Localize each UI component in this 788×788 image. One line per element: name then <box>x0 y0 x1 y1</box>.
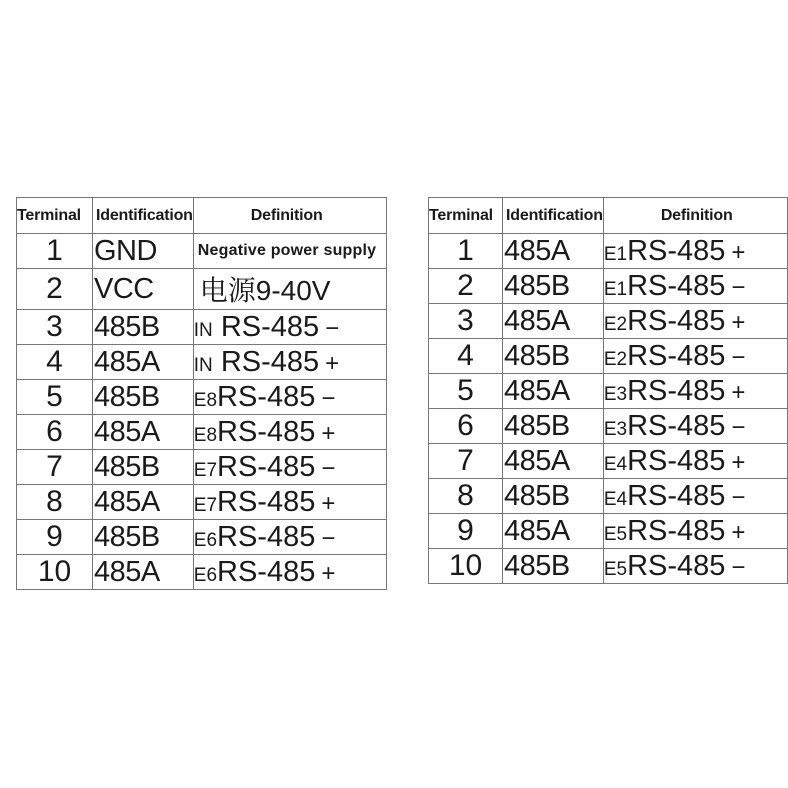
terminal-cell: 4 <box>17 345 93 380</box>
definition-cell <box>193 555 386 590</box>
table-row <box>429 234 788 269</box>
identification-cell: 485A <box>503 514 604 549</box>
protocol-label: RS-485 <box>627 374 726 407</box>
identification-cell: 485B <box>93 310 194 345</box>
definition-cell <box>193 520 386 555</box>
port-label: E1 <box>603 243 628 265</box>
protocol-label: RS-485 <box>627 269 726 302</box>
terminal-cell: 6 <box>429 409 503 444</box>
polarity-sign: + <box>325 349 340 377</box>
polarity-sign: + <box>731 308 746 336</box>
definition-text: 电源9-40V <box>199 275 331 306</box>
table-row <box>17 555 387 590</box>
definition-cell <box>603 444 787 479</box>
protocol-label: RS-485 <box>627 549 726 582</box>
polarity-sign: + <box>731 378 746 406</box>
terminal-cell: 10 <box>17 555 93 590</box>
terminal-cell: 8 <box>429 479 503 514</box>
polarity-sign: − <box>731 553 746 581</box>
table-row <box>17 234 387 269</box>
polarity-sign: − <box>321 524 336 552</box>
protocol-label: RS-485 <box>627 234 726 267</box>
identification-cell: 485B <box>503 339 604 374</box>
terminal-cell: 2 <box>429 269 503 304</box>
table-row <box>17 415 387 450</box>
table-row <box>17 485 387 520</box>
definition-cell <box>603 479 787 514</box>
terminal-cell: 8 <box>17 485 93 520</box>
polarity-sign: − <box>731 273 746 301</box>
terminal-cell: 5 <box>429 374 503 409</box>
polarity-sign: − <box>325 314 340 342</box>
protocol-label: RS-485 <box>220 345 320 378</box>
port-label: E5 <box>603 523 628 545</box>
identification-cell: 485A <box>503 234 604 269</box>
polarity-sign: − <box>731 413 746 441</box>
protocol-label: RS-485 <box>217 380 316 413</box>
definition-cell <box>603 549 787 584</box>
definition-cell <box>193 234 386 269</box>
definition-cell <box>193 310 386 345</box>
table-row <box>17 520 387 555</box>
definition-cell <box>603 514 787 549</box>
port-label: E1 <box>603 278 628 300</box>
header-definition: Definition <box>193 198 386 234</box>
table-row <box>17 380 387 415</box>
port-label: E3 <box>603 383 628 405</box>
terminal-cell: 1 <box>17 234 93 269</box>
table-row <box>429 374 788 409</box>
identification-cell: 485A <box>93 345 194 380</box>
protocol-label: RS-485 <box>220 310 320 343</box>
protocol-label: RS-485 <box>217 555 316 588</box>
identification-cell: 485B <box>503 269 604 304</box>
header-identification: Identification <box>93 198 194 234</box>
protocol-label: RS-485 <box>627 339 726 372</box>
port-label: E2 <box>603 348 628 370</box>
identification-cell: 485B <box>503 479 604 514</box>
definition-cell <box>603 409 787 444</box>
identification-cell: 485A <box>503 374 604 409</box>
identification-cell: 485A <box>503 444 604 479</box>
table-row <box>429 479 788 514</box>
header-definition: Definition <box>603 198 787 234</box>
identification-cell: 485A <box>93 485 194 520</box>
right-table-body <box>429 198 788 584</box>
terminal-cell: 9 <box>429 514 503 549</box>
right-terminal-table <box>428 197 788 584</box>
definition-cell <box>193 450 386 485</box>
port-label: E8 <box>193 389 218 411</box>
identification-cell: 485A <box>93 415 194 450</box>
protocol-label: RS-485 <box>627 479 726 512</box>
terminal-cell: 7 <box>17 450 93 485</box>
protocol-label: RS-485 <box>627 514 726 547</box>
port-label: IN <box>193 319 213 341</box>
port-label: E3 <box>603 418 628 440</box>
header-terminal: Terminal <box>429 198 503 234</box>
port-label: E8 <box>193 424 218 446</box>
header-identification: Identification <box>503 198 604 234</box>
port-label: E7 <box>193 459 218 481</box>
terminal-cell: 5 <box>17 380 93 415</box>
identification-cell: 485B <box>503 409 604 444</box>
definition-cell <box>193 485 386 520</box>
table-row <box>429 549 788 584</box>
table-row <box>429 339 788 374</box>
left-terminal-table <box>16 197 387 590</box>
identification-cell: 485B <box>503 549 604 584</box>
table-row <box>429 304 788 339</box>
terminal-cell: 9 <box>17 520 93 555</box>
polarity-sign: + <box>321 559 336 587</box>
identification-cell: GND <box>93 234 194 269</box>
polarity-sign: + <box>731 448 746 476</box>
protocol-label: RS-485 <box>217 485 316 518</box>
polarity-sign: − <box>321 454 336 482</box>
left-table-body <box>17 198 387 590</box>
definition-text: Negative power supply <box>197 242 377 259</box>
port-label: E5 <box>603 558 628 580</box>
table-row <box>429 269 788 304</box>
port-label: E4 <box>603 453 628 475</box>
terminal-cell: 7 <box>429 444 503 479</box>
port-label: E7 <box>193 494 218 516</box>
identification-cell: 485B <box>93 450 194 485</box>
protocol-label: RS-485 <box>217 520 316 553</box>
polarity-sign: + <box>321 489 336 517</box>
protocol-label: RS-485 <box>627 409 726 442</box>
polarity-sign: + <box>731 238 746 266</box>
header-terminal: Terminal <box>17 198 93 234</box>
terminal-cell: 2 <box>17 269 93 310</box>
table-row <box>429 514 788 549</box>
identification-cell: 485A <box>503 304 604 339</box>
table-row <box>17 450 387 485</box>
polarity-sign: + <box>731 518 746 546</box>
terminal-cell: 3 <box>17 310 93 345</box>
left-table-header-row <box>17 198 387 234</box>
identification-cell: VCC <box>93 269 194 310</box>
terminal-cell: 4 <box>429 339 503 374</box>
polarity-sign: − <box>321 384 336 412</box>
table-row <box>17 345 387 380</box>
table-row <box>17 269 387 310</box>
identification-cell: 485B <box>93 520 194 555</box>
protocol-label: RS-485 <box>627 304 726 337</box>
table-row <box>429 444 788 479</box>
table-row <box>17 310 387 345</box>
port-label: E6 <box>193 529 218 551</box>
terminal-cell: 10 <box>429 549 503 584</box>
port-label: E2 <box>603 313 628 335</box>
protocol-label: RS-485 <box>627 444 726 477</box>
definition-cell <box>603 304 787 339</box>
definition-cell <box>193 415 386 450</box>
definition-cell <box>603 234 787 269</box>
terminal-cell: 1 <box>429 234 503 269</box>
protocol-label: RS-485 <box>217 415 316 448</box>
table-row <box>429 409 788 444</box>
polarity-sign: − <box>731 483 746 511</box>
polarity-sign: − <box>731 343 746 371</box>
protocol-label: RS-485 <box>217 450 316 483</box>
definition-cell <box>193 269 386 310</box>
terminal-cell: 6 <box>17 415 93 450</box>
definition-cell <box>193 345 386 380</box>
port-label: E6 <box>193 564 218 586</box>
right-table-header-row <box>429 198 788 234</box>
definition-cell <box>603 374 787 409</box>
definition-cell <box>603 339 787 374</box>
identification-cell: 485B <box>93 380 194 415</box>
polarity-sign: + <box>321 419 336 447</box>
terminal-cell: 3 <box>429 304 503 339</box>
definition-cell <box>193 380 386 415</box>
port-label: IN <box>193 354 213 376</box>
identification-cell: 485A <box>93 555 194 590</box>
port-label: E4 <box>603 488 628 510</box>
definition-cell <box>603 269 787 304</box>
